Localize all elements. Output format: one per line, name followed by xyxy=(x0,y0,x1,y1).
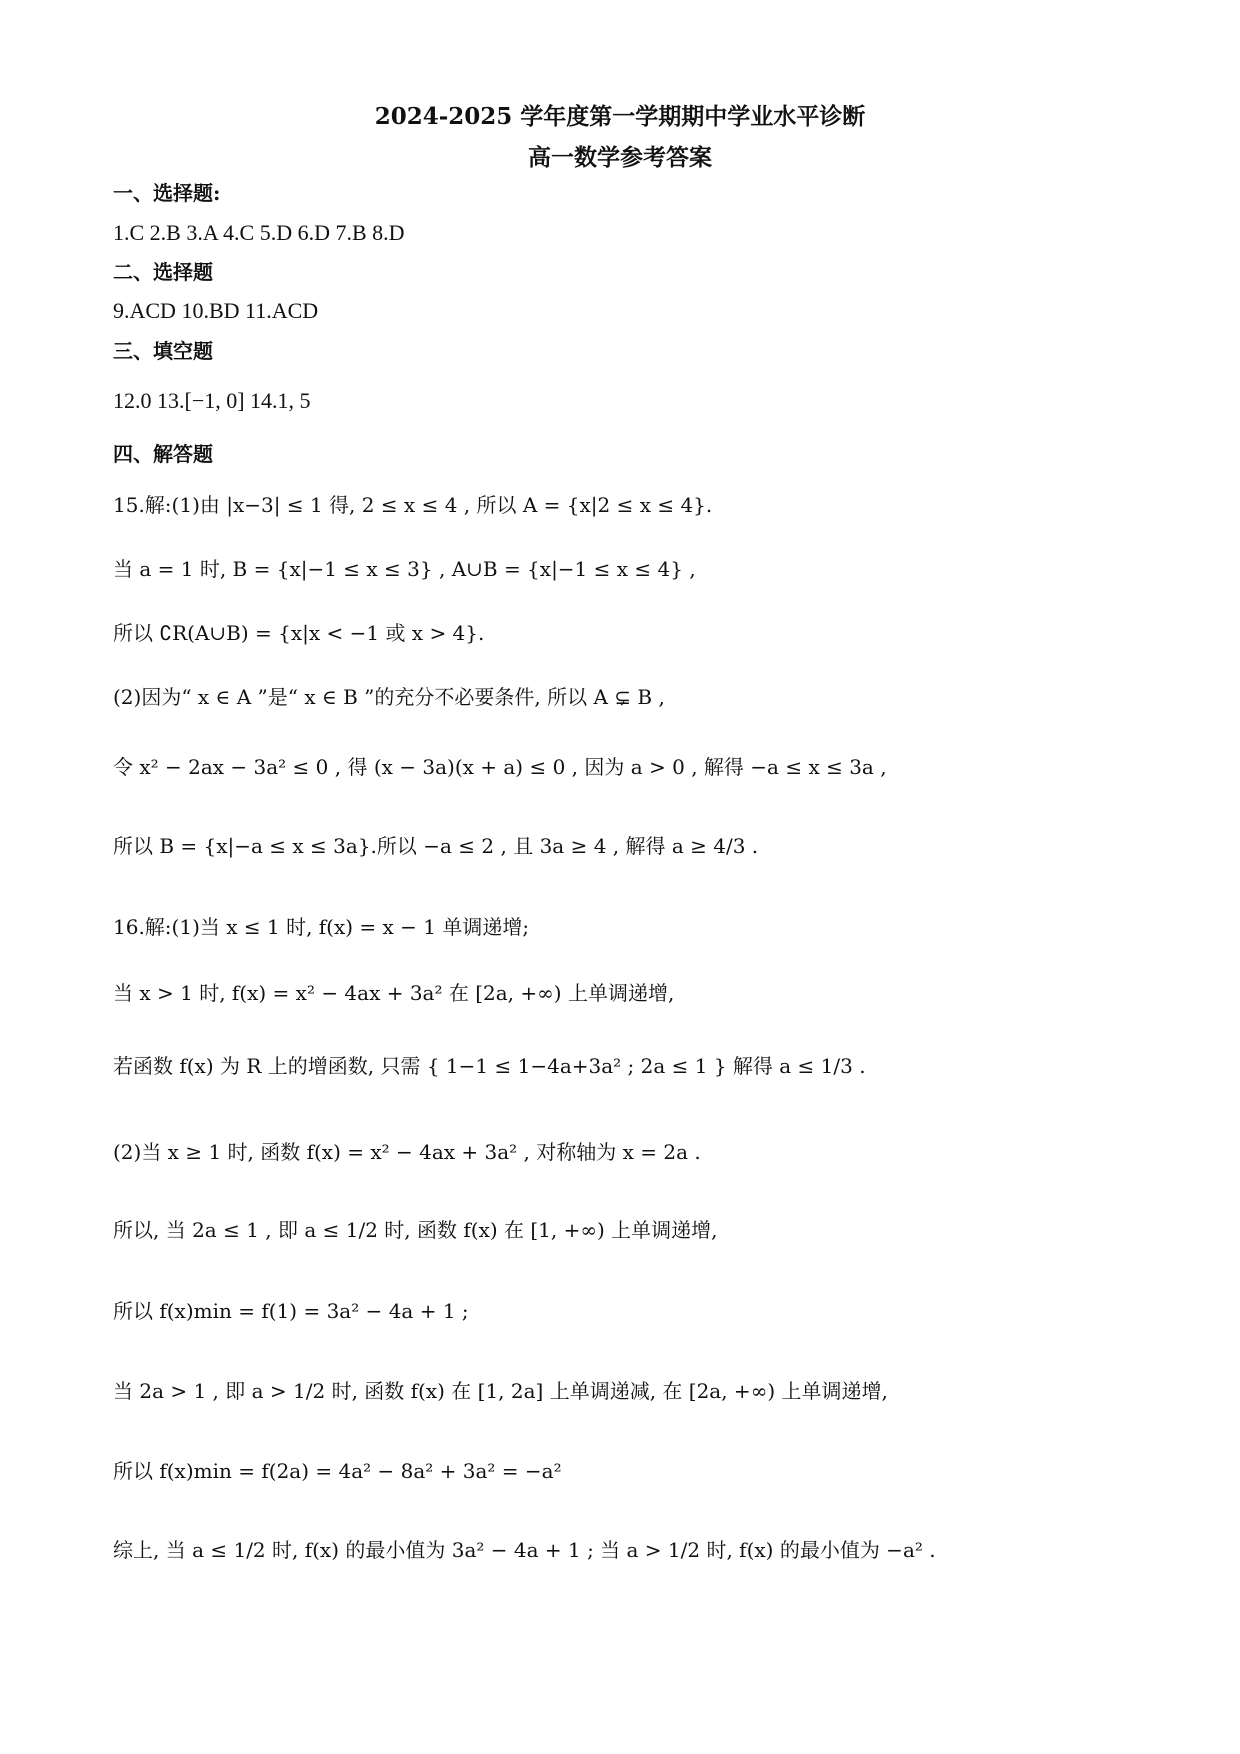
q15-line-5: 令 x² − 2ax − 3a² ≤ 0 , 得 (x − 3a)(x + a) ≤ 0 , 因为 a > 0 , 解得 −a ≤ x ≤ 3a , xyxy=(113,755,887,779)
q16-line-4: (2)当 x ≥ 1 时, 函数 f(x) = x² − 4ax + 3a² , 对称轴为 x = 2a . xyxy=(113,1140,701,1164)
q16-line-1: 16.解:(1)当 x ≤ 1 时, f(x) = x − 1 单调递增; xyxy=(113,915,530,939)
section-4-heading: 四、解答题 xyxy=(113,442,213,466)
q15-line-4: (2)因为“ x ∈ A ”是“ x ∈ B ”的充分不必要条件, 所以 A ⊊ B , xyxy=(113,685,665,709)
q16-line-2: 当 x > 1 时, f(x) = x² − 4ax + 3a² 在 [2a, +∞) 上单调递增, xyxy=(113,981,675,1005)
section-2-answers: 9.ACD 10.BD 11.ACD xyxy=(113,298,319,323)
q16-line-8: 所以 f(x)min = f(2a) = 4a² − 8a² + 3a² = −a² xyxy=(113,1459,562,1483)
q15-line-1: 15.解:(1)由 |x−3| ≤ 1 得, 2 ≤ x ≤ 4 , 所以 A = {x|2 ≤ x ≤ 4}. xyxy=(113,493,713,517)
q16-line-7: 当 2a > 1 , 即 a > 1/2 时, 函数 f(x) 在 [1, 2a] 上单调递减, 在 [2a, +∞) 上单调递增, xyxy=(113,1379,888,1403)
section-1-heading: 一、选择题: xyxy=(113,181,221,205)
q15-line-2: 当 a = 1 时, B = {x|−1 ≤ x ≤ 3} , A∪B = {x|−1 ≤ x ≤ 4} , xyxy=(113,557,696,581)
q15-line-3: 所以 ∁R(A∪B) = {x|x < −1 或 x > 4}. xyxy=(113,621,485,645)
q16-line-9: 综上, 当 a ≤ 1/2 时, f(x) 的最小值为 3a² − 4a + 1 ; 当 a > 1/2 时, f(x) 的最小值为 −a² . xyxy=(113,1538,936,1562)
q16-line-6: 所以 f(x)min = f(1) = 3a² − 4a + 1 ; xyxy=(113,1299,469,1323)
section-2-heading: 二、选择题 xyxy=(113,260,213,284)
document-subtitle: 高一数学参考答案 xyxy=(528,144,712,171)
section-3-heading: 三、填空题 xyxy=(113,339,213,363)
document-title: 2024-2025 学年度第一学期期中学业水平诊断 xyxy=(374,103,866,130)
q16-line-5: 所以, 当 2a ≤ 1 , 即 a ≤ 1/2 时, 函数 f(x) 在 [1, +∞) 上单调递增, xyxy=(113,1218,718,1242)
q15-line-6: 所以 B = {x|−a ≤ x ≤ 3a}.所以 −a ≤ 2 , 且 3a ≥ 4 , 解得 a ≥ 4/3 . xyxy=(113,834,759,858)
q16-line-3: 若函数 f(x) 为 R 上的增函数, 只需 { 1−1 ≤ 1−4a+3a² ; 2a ≤ 1 } 解得 a ≤ 1/3 . xyxy=(113,1054,866,1078)
section-3-answers: 12.0 13.[−1, 0] 14.1, 5 xyxy=(113,388,311,413)
section-1-answers: 1.C 2.B 3.A 4.C 5.D 6.D 7.B 8.D xyxy=(113,220,405,245)
